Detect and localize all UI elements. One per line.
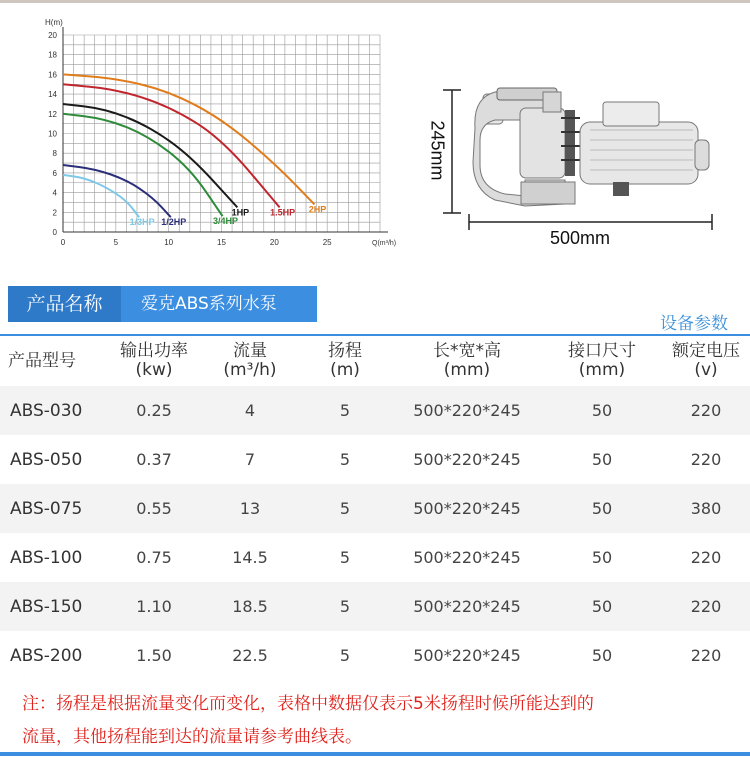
cell-voltage: 220: [662, 582, 750, 631]
spec-table: [0, 336, 750, 680]
cell-flow: 7: [244, 450, 256, 469]
cell-port-size: 50: [542, 582, 662, 631]
header-model: 产品型号: [8, 350, 76, 371]
cell-port-size: 50: [591, 450, 613, 469]
cell-dimensions: 500*220*245: [413, 646, 521, 665]
cell-power: 1.10: [106, 582, 202, 631]
y-tick-label: 14: [48, 90, 57, 100]
pump-curve-chart: [0, 10, 420, 260]
x-tick-label: 0: [60, 238, 66, 247]
cell-dimensions: 500*220*245: [392, 484, 542, 533]
x-tick-label: 15: [217, 238, 226, 247]
pump-drawing: [425, 70, 745, 250]
cell-power: 0.55: [106, 484, 202, 533]
series-line: [63, 84, 280, 207]
cell-model: ABS-150: [0, 582, 106, 631]
cell-flow: 18.5: [202, 582, 298, 631]
cell-dimensions: 500*220*245: [392, 582, 542, 631]
cell-dimensions: 500*220*245: [413, 450, 521, 469]
cell-flow: 22.5: [232, 646, 268, 665]
y-tick-label: 0: [52, 228, 57, 237]
cell-voltage: 380: [662, 484, 750, 533]
cell-model: ABS-075: [0, 484, 106, 533]
x-tick-label: 25: [322, 238, 332, 247]
cell-flow: 13: [202, 484, 298, 533]
y-tick-label: 16: [48, 70, 57, 80]
series-label: 1HP: [231, 207, 250, 218]
cell-model: ABS-100: [10, 547, 83, 568]
y-tick-label: 12: [48, 109, 57, 119]
series-label: 1/3HP: [129, 217, 155, 228]
cell-power: 1.50: [136, 646, 172, 665]
table-row: [0, 631, 750, 680]
y-tick-label: 2: [52, 208, 57, 218]
cell-dimensions: 500*220*245: [392, 386, 542, 435]
cell-head: 5: [339, 646, 351, 665]
height-dimension: 245mm: [427, 120, 448, 181]
cell-model: ABS-200: [10, 645, 83, 666]
cell-flow: 4: [202, 386, 298, 435]
chart-curves: [63, 74, 314, 217]
footnote: [22, 688, 732, 754]
y-tick-label: 6: [52, 168, 57, 178]
cell-head: 5: [298, 582, 392, 631]
y-tick-label: 4: [52, 188, 57, 198]
pump-illustration: [425, 70, 745, 250]
table-row: [0, 533, 750, 582]
x-tick-label: 20: [269, 238, 279, 247]
width-dimension: 500mm: [550, 228, 611, 248]
cell-voltage: 220: [690, 646, 722, 665]
params-label: 设备参数: [660, 314, 728, 334]
header-power: 输出功率 (kw): [120, 341, 188, 380]
cell-voltage: 220: [690, 548, 722, 567]
y-tick-label: 20: [48, 31, 57, 40]
header-head: 扬程 (m): [328, 341, 362, 380]
x-tick-label: 5: [113, 238, 119, 247]
bottom-divider: [0, 752, 750, 756]
table-row: [0, 386, 750, 435]
x-tick-label: 10: [164, 238, 174, 247]
product-name-label: 产品名称: [8, 286, 121, 322]
y-tick-label: 10: [48, 129, 57, 139]
cell-power: 0.37: [136, 450, 172, 469]
table-row: [0, 582, 750, 631]
cell-head: 5: [339, 548, 351, 567]
series-label: 1/2HP: [161, 217, 187, 228]
table-header-row: [0, 336, 750, 386]
cell-voltage: 220: [690, 450, 722, 469]
series-label: 2HP: [308, 204, 327, 215]
top-divider: [0, 0, 750, 3]
cell-power: 0.75: [136, 548, 172, 567]
cell-head: 5: [339, 450, 351, 469]
x-axis-label: Q(m³/h): [372, 240, 397, 247]
cell-power: 0.25: [106, 386, 202, 435]
y-tick-label: 8: [52, 149, 57, 159]
footnote-line-2: 流量，其他扬程能到达的流量请参考曲线表。: [22, 727, 362, 747]
chart-labels: [130, 204, 327, 227]
cell-dimensions: 500*220*245: [413, 548, 521, 567]
series-label: 1.5HP: [270, 207, 296, 218]
chart-grid: [63, 35, 380, 232]
cell-port-size: 50: [591, 646, 613, 665]
cell-port-size: 50: [542, 386, 662, 435]
y-tick-label: 18: [48, 50, 57, 60]
cell-model: ABS-030: [0, 386, 106, 435]
cell-head: 5: [298, 484, 392, 533]
cell-port-size: 50: [542, 484, 662, 533]
table-row: [0, 435, 750, 484]
cell-voltage: 220: [662, 386, 750, 435]
cell-head: 5: [298, 386, 392, 435]
footnote-line-1: 注：扬程是根据流量变化而变化，表格中数据仅表示5米扬程时候所能达到的: [22, 694, 594, 714]
y-axis-label: H(m): [45, 18, 63, 27]
header-port-size: 接口尺寸 (mm): [568, 341, 636, 380]
cell-model: ABS-050: [10, 449, 83, 470]
cell-port-size: 50: [591, 548, 613, 567]
header-dimensions: 长*宽*高 (mm): [433, 341, 501, 380]
series-name: 爱克ABS系列水泵: [121, 286, 317, 322]
header-voltage: 额定电压 (v): [672, 341, 740, 380]
header-flow: 流量 (m³/h): [223, 341, 277, 380]
table-row: [0, 484, 750, 533]
series-label: 3/4HP: [213, 216, 239, 227]
cell-flow: 14.5: [232, 548, 268, 567]
